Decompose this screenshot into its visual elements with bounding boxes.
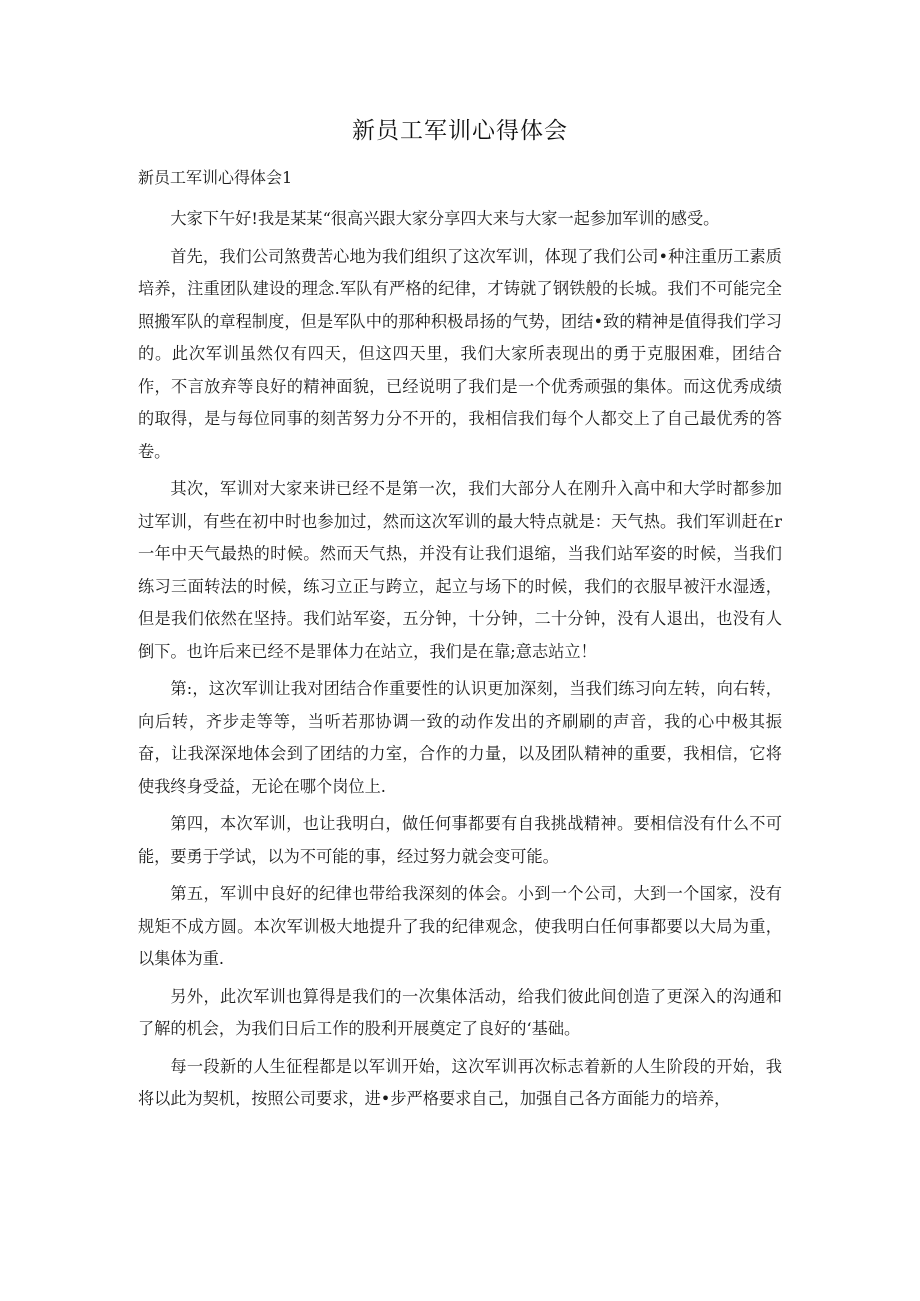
paragraph-2: 首先，我们公司煞费苦心地为我们组织了这次军训，体现了我们公司•种注重历工素质培养，注重团队建设的理念.军队有严格的纪律，才铸就了钢铁般的长城。我们不可能完全照搬军队的章程制度，但是军队中的那种积极昂扬的气势，团结•致的精神是值得我们学习的。此次军训虽然仅有四天，但这四天里，我们大家所表现出的勇于克服困难，团结合作，不言放弃等良好的精神面貌，已经说明了我们是一个优秀顽强的集体。而这优秀成绩的取得，是与每位同事的刻苦努力分不开的，我相信我们每个人都交上了自己最优秀的答卷。: [138, 246, 782, 461]
document-title: 新员工军训心得体会: [352, 118, 568, 144]
paragraph-1: 大家下午好!我是某某“很高兴跟大家分享四大来与大家一起参加军训的感受。: [170, 209, 720, 228]
paragraph-4: 第:，这次军训让我对团结合作重要性的认识更加深刻，当我们练习向左转，向右转，向后转，齐步走等等，当听若那协调一致的动作发出的齐刷刷的声音，我的心中极其振奋，让我深深地体会到了团结的力室，合作的力量，以及团队精神的重要，我相信，它将使我终身受益，无论在哪个岗位上.: [138, 679, 782, 796]
paragraph-5: 第四，本次军训，也让我明白，做任何事都要有自我挑战精神。要相信没有什么不可能，要勇于学试，以为不可能的事，经过努力就会变可能。: [138, 814, 782, 866]
paragraph-3: 其次，军训对大家来讲已经不是第一次，我们大部分人在刚升入高中和大学时都参加过军训，有些在初中时也参加过，然而这次军训的最大特点就是：天气热。我们军训赶在r一年中天气最热的时候。然而天气热，并没有让我们退缩，当我们站军姿的时候，当我们练习三面转法的时候，练习立正与跨立，起立与场下的时候，我们的衣服早被汗水湿透，但是我们依然在坚持。我们站军姿，五分钟，十分钟，二十分钟，没有人退出，也没有人倒下。也许后来已经不是罪体力在站立，我们是在靠;意志站立！: [138, 479, 782, 661]
paragraph-6: 第五，军训中良好的纪律也带给我深刻的体会。小到一个公司，大到一个国家，没有规矩不成方圆。本次军训极大地提升了我的纪律观念，使我明白任何事都要以大局为重，以集体为重.: [138, 884, 782, 968]
document-page: [138, 112, 782, 1121]
document-subtitle: 新员工军训心得体会1: [138, 168, 293, 187]
paragraph-7: 另外，此次军训也算得是我们的一次集体活动，给我们彼此间创造了更深入的沟通和了解的机会，为我们日后工作的股利开展奠定了良好的‘基础。: [138, 986, 782, 1038]
paragraph-8: 每一段新的人生征程都是以军训开始，这次军训再次标志着新的人生阶段的开始，我将以此为契机，按照公司要求，进•步严格要求自己，加强自己各方面能力的培养，: [138, 1056, 782, 1108]
